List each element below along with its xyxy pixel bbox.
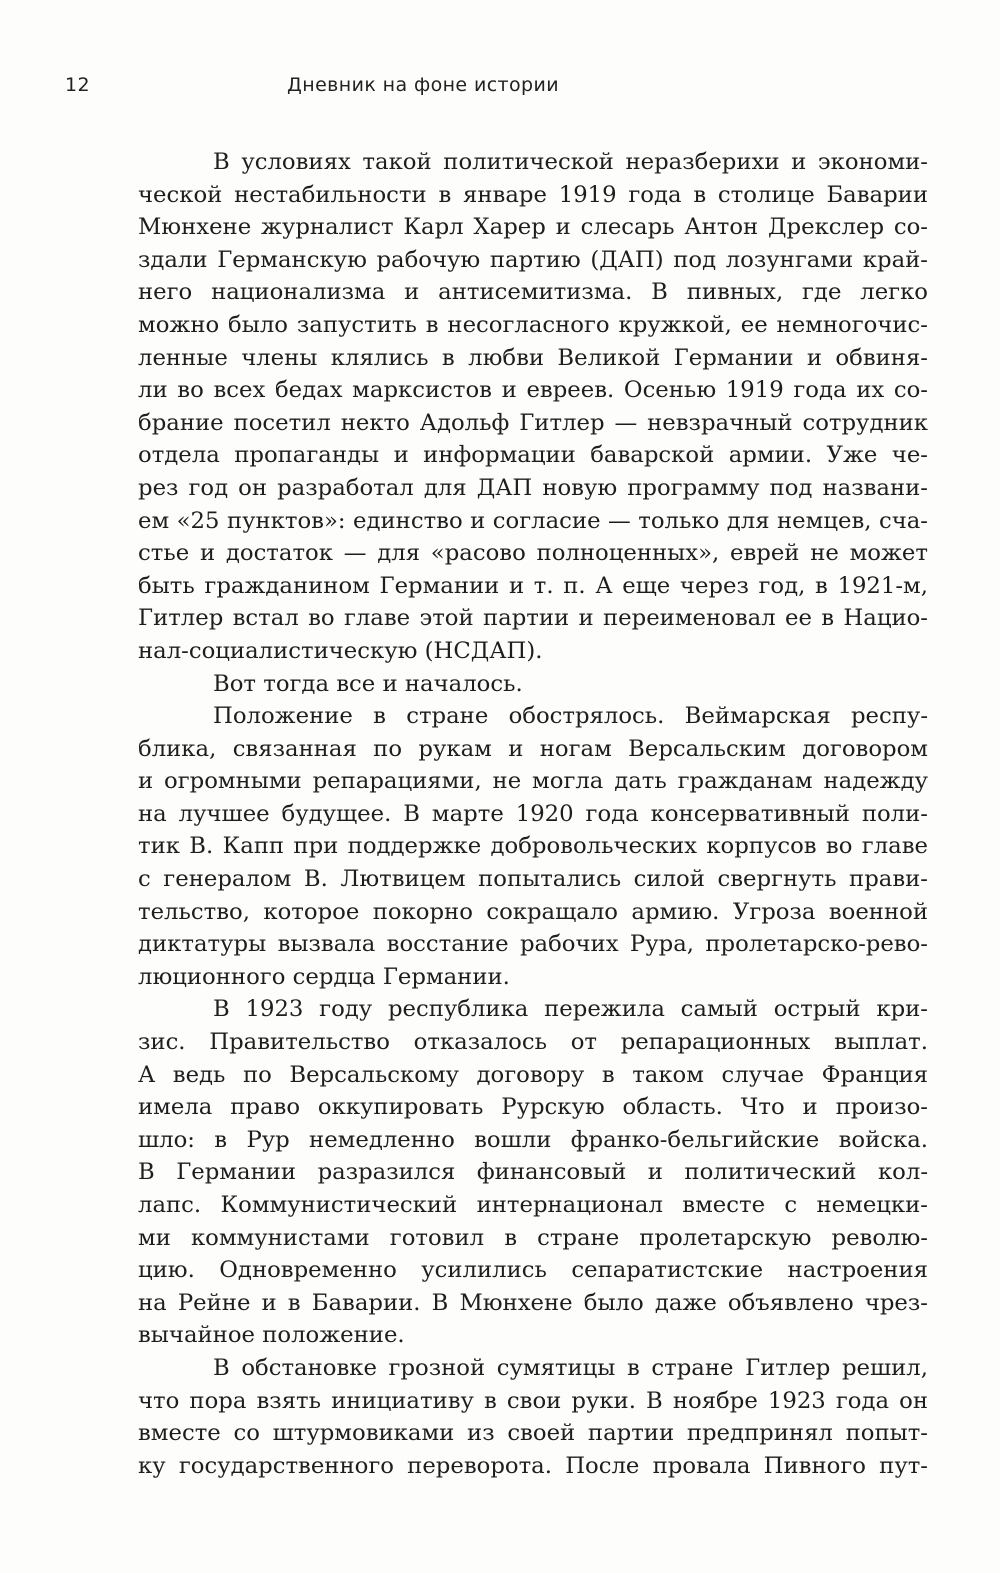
paragraph-4 bbox=[138, 993, 928, 1352]
text-line: вместе со штурмовиками из своей партии предпринял попыт- bbox=[138, 1420, 928, 1447]
text-line: и огромными репарациями, не могла дать гражданам надежду bbox=[138, 768, 928, 795]
text-line: Вот тогда все и началось. bbox=[213, 670, 523, 697]
paragraph-3 bbox=[138, 700, 928, 993]
text-line: ленные члены клялись в любви Великой Германии и обвиня- bbox=[138, 344, 928, 371]
paragraph-1 bbox=[138, 146, 928, 668]
text-line: брание посетил некто Адольф Гитлер — невзрачный сотрудник bbox=[138, 409, 928, 436]
text-line: Положение в стране обострялось. Веймарская респу- bbox=[213, 703, 928, 730]
text-line: на лучшее будущее. В марте 1920 года консервативный поли- bbox=[138, 800, 928, 827]
text-line: тельство, которое покорно сокращало армию. Угроза военной bbox=[138, 898, 928, 925]
text-line: В Германии разразился финансовый и политический кол- bbox=[138, 1159, 928, 1186]
text-line: А ведь по Версальскому договору в таком случае Франция bbox=[138, 1061, 928, 1088]
text-line: В 1923 году республика пережила самый острый кри- bbox=[213, 996, 928, 1023]
running-head bbox=[65, 74, 930, 104]
text-line: отдела пропаганды и информации баварской армии. Уже че- bbox=[138, 442, 928, 469]
text-line: ем «25 пунктов»: единство и согласие — только для немцев, сча- bbox=[138, 507, 928, 534]
text-line: тик В. Капп при поддержке добровольческих корпусов во главе bbox=[138, 833, 928, 860]
text-line: с генералом В. Лютвицем попытались силой свергнуть прави- bbox=[138, 866, 928, 893]
text-line: лапс. Коммунистический интернационал вместе с немецки- bbox=[138, 1192, 928, 1218]
text-line: него национализма и антисемитизма. В пивных, где легко bbox=[138, 279, 928, 306]
text-line: рез год он разработал для ДАП новую программу под названи- bbox=[138, 474, 928, 501]
text-line: на Рейне и в Баварии. В Мюнхене было даже объявлено чрез- bbox=[138, 1289, 928, 1316]
paragraph-2 bbox=[138, 668, 928, 701]
text-line: стье и достаток — для «расово полноценных», еврей не может bbox=[138, 540, 928, 567]
body-text bbox=[138, 146, 928, 1482]
book-title: Дневник на фоне истории bbox=[287, 74, 560, 96]
text-line: В обстановке грозной сумятицы в стране Гитлер решил, bbox=[213, 1354, 928, 1381]
text-line: люционного сердца Германии. bbox=[138, 963, 510, 990]
text-line: Мюнхене журналист Карл Харер и слесарь Антон Дрекслер со- bbox=[138, 214, 928, 241]
text-line: ми коммунистами готовил в стране пролетарскую револю- bbox=[138, 1224, 928, 1251]
text-line: можно было запустить в несогласного кружкой, ее немногочис- bbox=[138, 311, 928, 338]
text-line: зис. Правительство отказалось от репарационных выплат. bbox=[138, 1029, 928, 1056]
text-line: ли во всех бедах марксистов и евреев. Осенью 1919 года их со- bbox=[138, 377, 928, 404]
text-line: ку государственного переворота. После провала Пивного пут- bbox=[138, 1452, 928, 1479]
text-line: цию. Одновременно усилились сепаратистские настроения bbox=[138, 1257, 928, 1284]
text-line: что пора взять инициативу в свои руки. В ноябре 1923 года он bbox=[138, 1387, 928, 1414]
text-line: шло: в Рур немедленно вошли франко-бельгийские войска. bbox=[138, 1126, 928, 1153]
text-line: быть гражданином Германии и т. п. А еще через год, в 1921-м, bbox=[138, 572, 928, 599]
page-number: 12 bbox=[65, 74, 90, 96]
paragraph-5 bbox=[138, 1352, 928, 1482]
text-line: здали Германскую рабочую партию (ДАП) под лозунгами край- bbox=[138, 246, 928, 273]
text-line: диктатуры вызвала восстание рабочих Рура, пролетарско-рево- bbox=[138, 931, 928, 958]
text-line: нал-социалистическую (НСДАП). bbox=[138, 637, 543, 664]
text-line: имела право оккупировать Рурскую область. Что и произо- bbox=[138, 1094, 928, 1121]
text-line: вычайное положение. bbox=[138, 1322, 405, 1349]
text-line: Гитлер встал во главе этой партии и переименовал ее в Нацио- bbox=[138, 605, 928, 632]
text-line: ческой нестабильности в январе 1919 года в столице Баварии bbox=[138, 181, 928, 208]
text-line: В условиях такой политической неразберихи и экономи- bbox=[213, 149, 928, 175]
text-line: блика, связанная по рукам и ногам Версальским договором bbox=[138, 735, 928, 762]
